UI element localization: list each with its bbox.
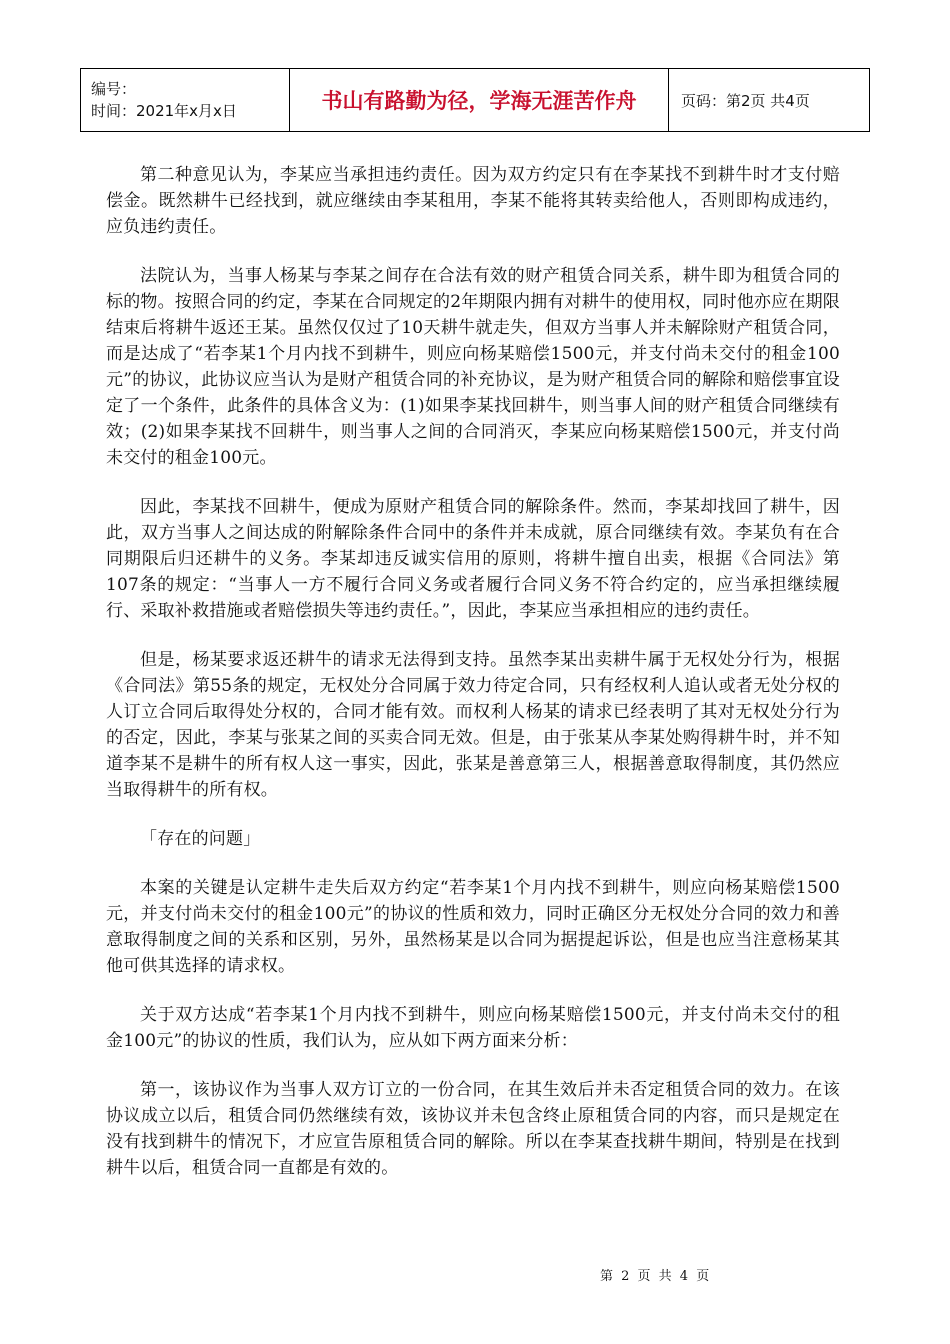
- header-table: [80, 68, 870, 132]
- paragraph: 第一，该协议作为当事人双方订立的一份合同，在其生效后并未否定租赁合同的效力。在该协议成立以后，租赁合同仍然继续有效，该协议并未包含终止原租赁合同的内容，而只是规定在没有找到耕牛的情况下，才应宣告原租赁合同的解除。所以在李某查找耕牛期间，特别是在找到耕牛以后，租赁合同一直都是有效的。: [106, 1080, 840, 1178]
- paragraph: 因此，李某找不回耕牛，便成为原财产租赁合同的解除条件。然而，李某却找回了耕牛，因此，双方当事人之间达成的附解除条件合同中的条件并未成就，原合同继续有效。李某负有在合同期限后归还耕牛的义务。李某却违反诚实信用的原则，将耕牛擅自出卖，根据《合同法》第107条的规定：“当事人一方不履行合同义务或者履行合同义务不符合约定的，应当承担继续履行、采取补救措施或者赔偿损失等违约责任。”，因此，李某应当承担相应的违约责任。: [106, 497, 840, 621]
- document-number-label: 编号：: [91, 80, 137, 98]
- paragraph: 本案的关键是认定耕牛走失后双方约定“若李某1个月内找不到耕牛，则应向杨某赔偿1500元，并支付尚未交付的租金100元”的协议的性质和效力，同时正确区分无权处分合同的效力和善意取得制度之间的关系和区别，另外，虽然杨某是以合同为据提起诉讼，但是也应当注意杨某其他可供其选择的请求权。: [106, 878, 840, 976]
- document-date-label: 时间：2021年x月x日: [91, 102, 237, 120]
- header-page-label: 页码：第2页 共4页: [669, 69, 870, 132]
- paragraph: 第二种意见认为，李某应当承担违约责任。因为双方约定只有在李某找不到耕牛时才支付赔偿金。既然耕牛已经找到，就应继续由李某租用，李某不能将其转卖给他人，否则即构成违约，应负违约责任。: [106, 165, 840, 237]
- document-body: [106, 162, 840, 1204]
- header-meta-cell: [81, 69, 290, 132]
- paragraph: 关于双方达成“若李某1个月内找不到耕牛，则应向杨某赔偿1500元，并支付尚未交付的租金100元”的协议的性质，我们认为，应从如下两方面来分析：: [106, 1005, 840, 1051]
- page-footer: 第 2 页 共 4 页: [600, 1269, 712, 1284]
- section-heading: 「存在的问题」: [140, 829, 261, 849]
- paragraph: 法院认为，当事人杨某与李某之间存在合法有效的财产租赁合同关系，耕牛即为租赁合同的标的物。按照合同的约定，李某在合同规定的2年期限内拥有对耕牛的使用权，同时他亦应在期限结束后将耕牛返还王某。虽然仅仅过了10天耕牛就走失，但双方当事人并未解除财产租赁合同，而是达成了“若李某1个月内找不到耕牛，则应向杨某赔偿1500元，并支付尚未交付的租金100元”的协议，此协议应当认为是财产租赁合同的补充协议，是为财产租赁合同的解除和赔偿事宜设定了一个条件，此条件的具体含义为：(1)如果李某找回耕牛，则当事人间的财产租赁合同继续有效；(2)如果李某找不回耕牛，则当事人之间的合同消灭，李某应向杨某赔偿1500元，并支付尚未交付的租金100元。: [106, 266, 840, 468]
- header-motto: 书山有路勤为径，学海无涯苦作舟: [290, 69, 669, 132]
- paragraph: 但是，杨某要求返还耕牛的请求无法得到支持。虽然李某出卖耕牛属于无权处分行为，根据《合同法》第55条的规定，无权处分合同属于效力待定合同，只有经权利人追认或者无处分权的人订立合同后取得处分权的，合同才能有效。而权利人杨某的请求已经表明了其对无权处分行为的否定，因此，李某与张某之间的买卖合同无效。但是，由于张某从李某处购得耕牛时，并不知道李某不是耕牛的所有权人这一事实，因此，张某是善意第三人，根据善意取得制度，其仍然应当取得耕牛的所有权。: [106, 650, 840, 800]
